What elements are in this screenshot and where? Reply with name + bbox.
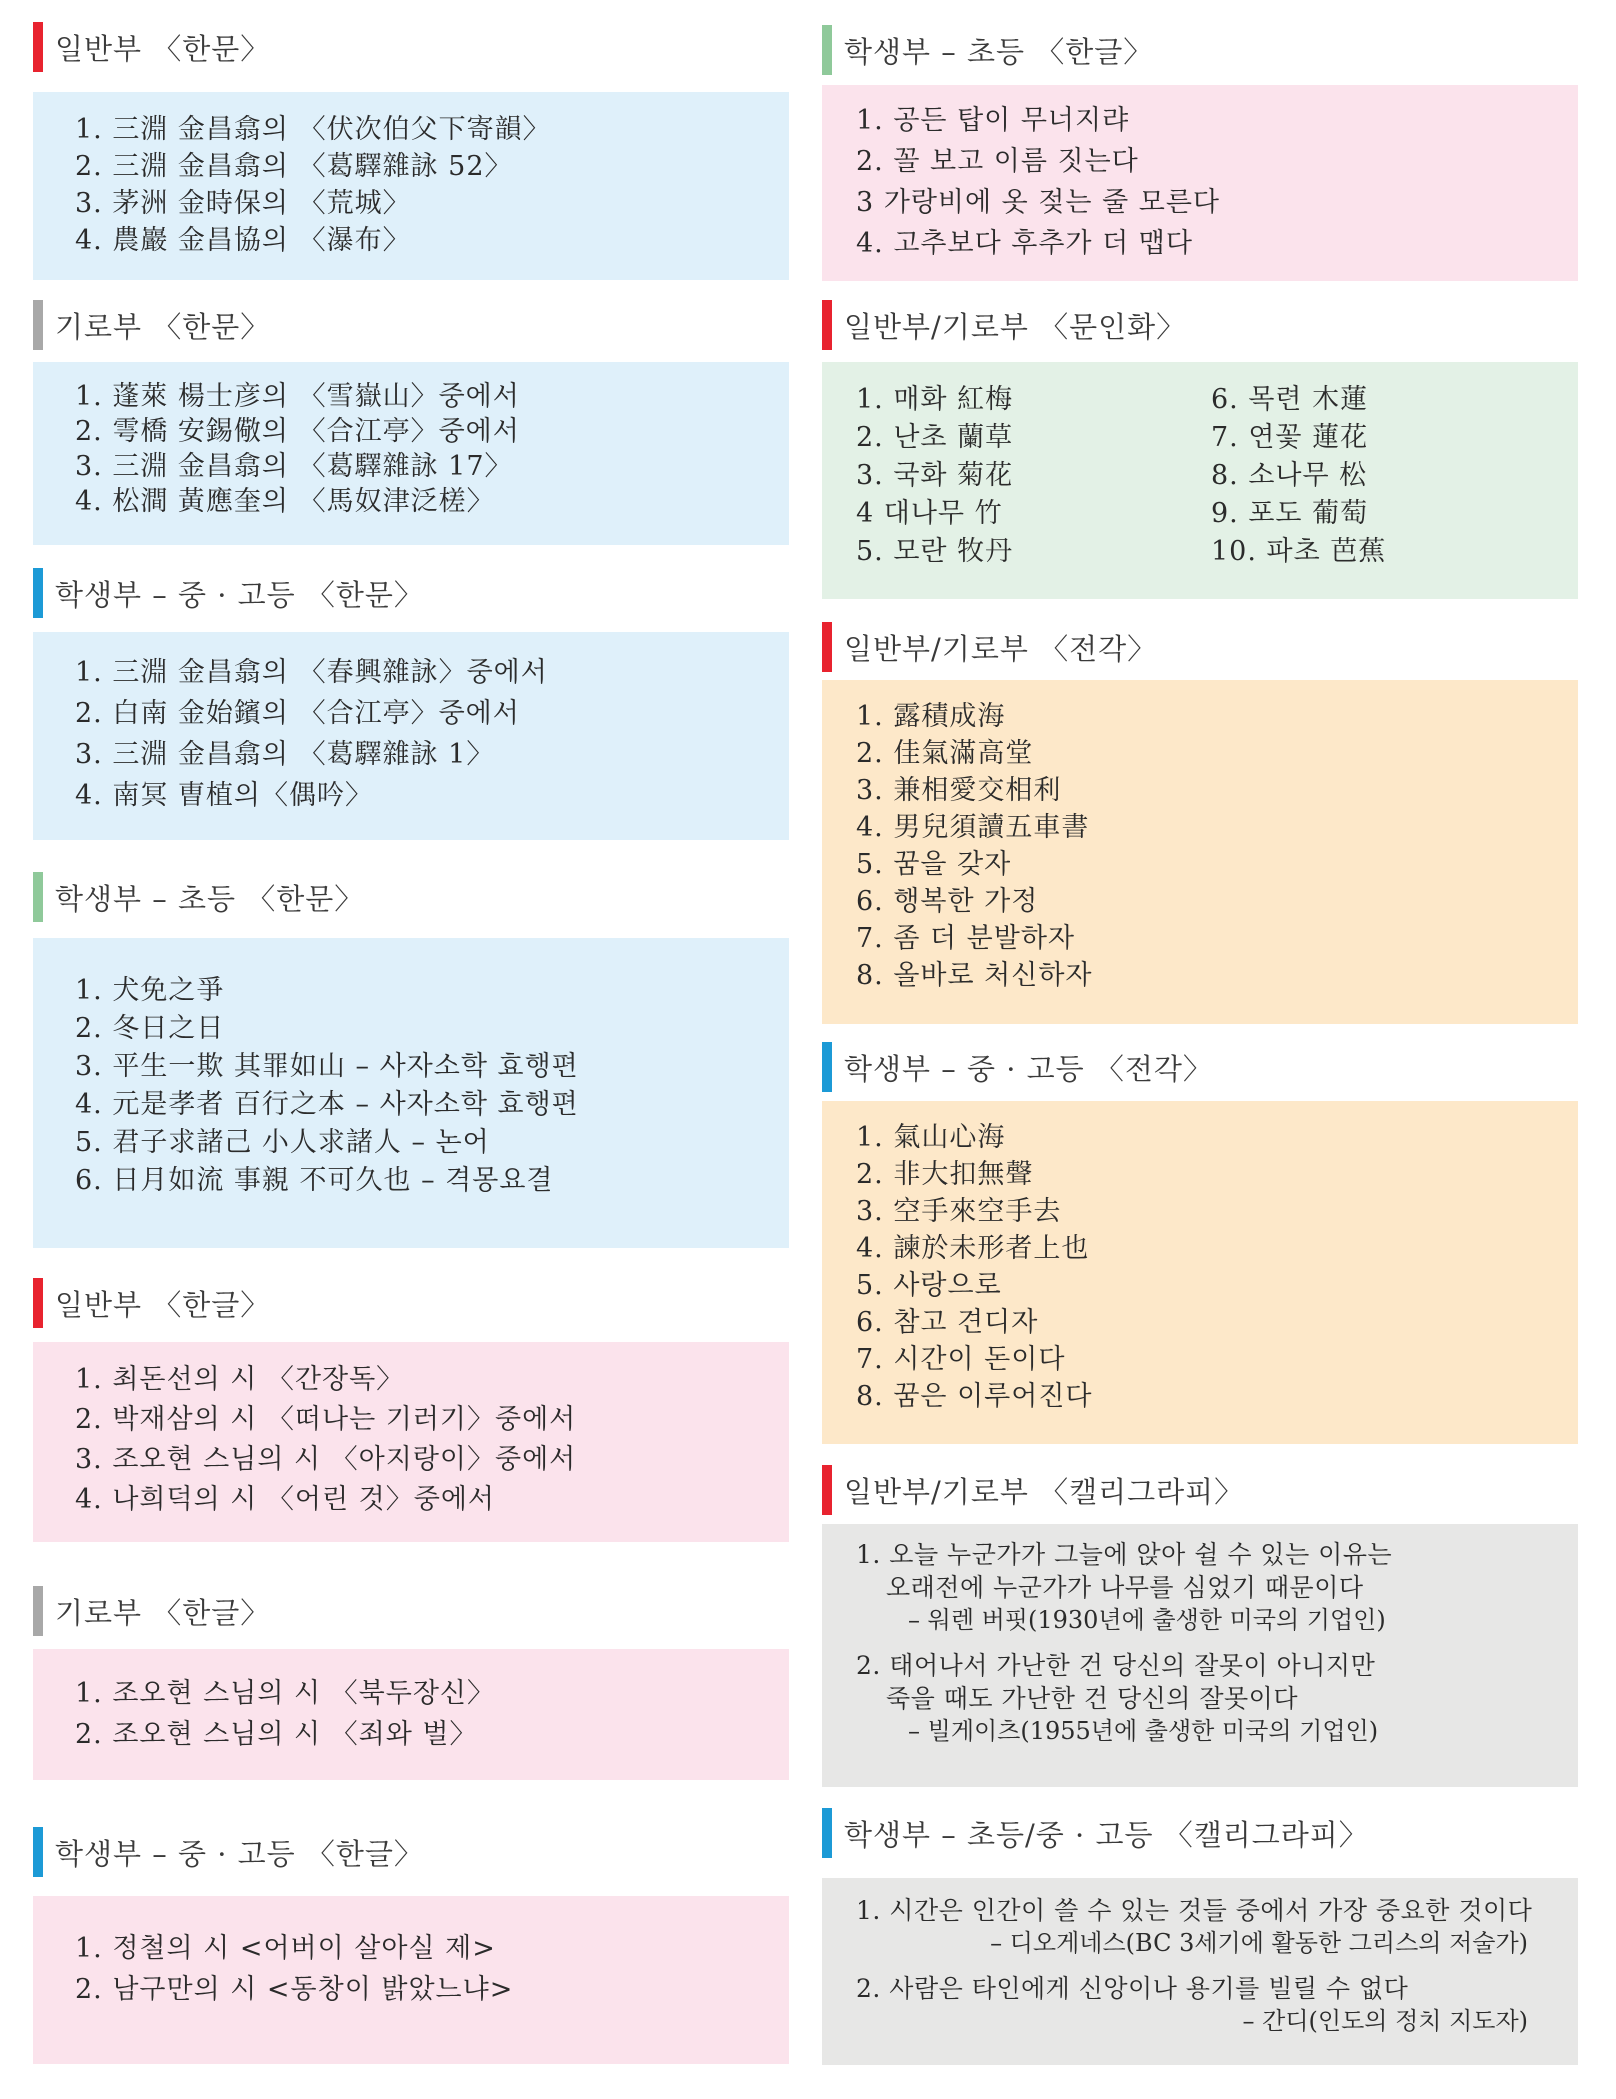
section-elder-hangeul xyxy=(33,1586,789,1750)
section-literati-painting xyxy=(822,300,1578,567)
list-item: 2. 非大扣無聲 xyxy=(856,1159,1034,1190)
list-item: 9. 포도 葡萄 xyxy=(1211,498,1369,529)
section-title: 기로부 〈한문〉 xyxy=(55,309,271,344)
section-seal-carving-general xyxy=(822,622,1578,991)
heading-accent-bar xyxy=(822,25,832,75)
list-item: 3. 三淵 金昌翕의 〈葛驛雜詠 1〉 xyxy=(75,739,495,770)
section-heading xyxy=(822,25,1578,75)
section-title: 일반부/기로부 〈전각〉 xyxy=(844,631,1158,666)
quote-line: 죽을 때도 가난한 건 당신의 잘못이다 xyxy=(886,1684,1298,1713)
list-item: 1. 氣山心海 xyxy=(856,1122,1006,1153)
list-item: 4. 松澗 黃應奎의 〈馬奴津泛槎〉 xyxy=(75,486,495,517)
heading-accent-bar xyxy=(822,622,832,672)
list-item: 1. 犬免之爭 xyxy=(75,975,225,1006)
list-item: 3. 茅洲 金時保의 〈荒城〉 xyxy=(75,188,411,219)
quote-line: 오래전에 누군가가 나무를 심었기 때문이다 xyxy=(886,1573,1364,1602)
section-heading xyxy=(822,1465,1578,1515)
section-title: 학생부 – 중 · 고등 〈한문〉 xyxy=(55,577,424,612)
quote-attribution: – 워렌 버핏(1930년에 출생한 미국의 기업인) xyxy=(908,1606,1386,1634)
list-item: 7. 연꽃 蓮花 xyxy=(1211,422,1369,453)
section-seal-carving-student xyxy=(822,1042,1578,1412)
section-heading xyxy=(33,1827,789,1877)
section-title: 학생부 – 초등 〈한글〉 xyxy=(844,34,1154,69)
section-student-secondary-hangeul xyxy=(33,1827,789,2005)
section-elder-hanmun xyxy=(33,300,789,517)
two-column-list xyxy=(856,381,1578,571)
item-list-box xyxy=(33,362,789,545)
section-heading xyxy=(33,300,789,350)
list-item: 5. 君子求諸己 小人求諸人 – 논어 xyxy=(75,1127,490,1158)
list-item: 4. 諫於未形者上也 xyxy=(856,1233,1090,1264)
section-student-elementary-hangeul xyxy=(822,25,1578,259)
list-item: 1. 露積成海 xyxy=(856,701,1006,732)
heading-accent-bar xyxy=(33,872,43,922)
list-item: 2. 冬日之日 xyxy=(75,1013,225,1044)
quote-line: 2. 사람은 타인에게 신앙이나 용기를 빌릴 수 없다 xyxy=(856,1974,1409,2003)
list-item: 2. 남구만의 시 <동창이 밝았느냐> xyxy=(75,1974,514,2005)
list-item: 1. 三淵 金昌翕의 〈伏次伯父下寄韻〉 xyxy=(75,114,551,145)
list-item: 2. 난초 蘭草 xyxy=(856,422,1014,453)
item-list-box xyxy=(33,632,789,840)
list-item: 4 대나무 竹 xyxy=(856,498,1003,529)
list-item: 4. 農巖 金昌協의 〈瀑布〉 xyxy=(75,225,411,256)
heading-accent-bar xyxy=(33,1586,43,1636)
list-item: 3. 平生一欺 其罪如山 – 사자소학 효행편 xyxy=(75,1051,579,1082)
list-item: 10. 파초 芭蕉 xyxy=(1211,536,1387,567)
list-item: 3. 三淵 金昌翕의 〈葛驛雜詠 17〉 xyxy=(75,451,513,482)
list-item: 4. 고추보다 후추가 더 맵다 xyxy=(856,228,1193,259)
list-item: 2. 조오현 스님의 시 〈죄와 벌〉 xyxy=(75,1719,478,1750)
list-item: 3. 국화 菊花 xyxy=(856,460,1014,491)
item-list-box xyxy=(822,362,1578,599)
list-item: 4. 나희덕의 시 〈어린 것〉중에서 xyxy=(75,1484,495,1515)
quote-box xyxy=(822,1878,1578,2065)
section-title: 일반부 〈한문〉 xyxy=(55,31,271,66)
list-item: 2. 白南 金始鑌의 〈合江亭〉중에서 xyxy=(75,698,520,729)
section-title: 일반부 〈한글〉 xyxy=(55,1287,271,1322)
list-item: 3. 兼相愛交相利 xyxy=(856,775,1062,806)
list-item: 6. 행복한 가정 xyxy=(856,886,1039,917)
section-calligraphy-student xyxy=(822,1808,1578,2035)
list-column-left xyxy=(856,381,1211,571)
heading-accent-bar xyxy=(33,300,43,350)
list-item: 8. 올바로 처신하자 xyxy=(856,960,1093,991)
quote-line: 1. 시간은 인간이 쓸 수 있는 것들 중에서 가장 중요한 것이다 xyxy=(856,1896,1533,1925)
list-item: 3. 조오현 스님의 시 〈아지랑이〉중에서 xyxy=(75,1444,577,1475)
section-heading xyxy=(822,622,1578,672)
list-item: 8. 소나무 松 xyxy=(1211,460,1368,491)
heading-accent-bar xyxy=(822,300,832,350)
section-student-secondary-hanmun xyxy=(33,568,789,811)
list-item: 8. 꿈은 이루어진다 xyxy=(856,1381,1093,1412)
list-item: 2. 박재삼의 시 〈떠나는 기러기〉중에서 xyxy=(75,1404,577,1435)
list-item: 4. 南冥 曺植의〈偶吟〉 xyxy=(75,780,374,811)
quote-attribution: – 간디(인도의 정치 지도자) xyxy=(1242,2007,1528,2035)
list-item: 7. 좀 더 분발하자 xyxy=(856,923,1076,954)
list-item: 1. 최돈선의 시 〈간장독〉 xyxy=(75,1364,405,1395)
section-calligraphy-general xyxy=(822,1465,1578,1745)
list-item: 3 가랑비에 옷 젖는 줄 모른다 xyxy=(856,187,1220,218)
quote-attribution: – 빌게이츠(1955년에 출생한 미국의 기업인) xyxy=(908,1717,1379,1745)
heading-accent-bar xyxy=(33,22,43,72)
list-item: 4. 元是孝者 百行之本 – 사자소학 효행편 xyxy=(75,1089,579,1120)
list-item: 6. 참고 견디자 xyxy=(856,1307,1039,1338)
quote-line: 1. 오늘 누군가가 그늘에 앉아 쉴 수 있는 이유는 xyxy=(856,1540,1393,1569)
list-item: 1. 매화 紅梅 xyxy=(856,384,1014,415)
heading-accent-bar xyxy=(33,1827,43,1877)
section-student-elementary-hanmun xyxy=(33,872,789,1196)
item-list-box xyxy=(33,1896,789,2064)
heading-accent-bar xyxy=(822,1808,832,1858)
item-list-box xyxy=(822,680,1578,1024)
section-heading xyxy=(822,1042,1578,1092)
section-title: 학생부 – 중 · 고등 〈한글〉 xyxy=(55,1836,424,1871)
list-item: 2. 佳氣滿高堂 xyxy=(856,738,1034,769)
list-item: 6. 日月如流 事親 不可久也 – 격몽요결 xyxy=(75,1165,554,1196)
section-general-hangeul xyxy=(33,1278,789,1515)
section-title: 일반부/기로부 〈캘리그라피〉 xyxy=(844,1474,1245,1509)
heading-accent-bar xyxy=(822,1042,832,1092)
item-list-box xyxy=(33,938,789,1248)
quote-line: 2. 태어나서 가난한 건 당신의 잘못이 아니지만 xyxy=(856,1651,1376,1680)
list-item: 1. 三淵 金昌翕의 〈春興雜詠〉중에서 xyxy=(75,657,548,688)
item-list-box xyxy=(33,1342,789,1542)
heading-accent-bar xyxy=(33,568,43,618)
list-item: 1. 蓬萊 楊士彦의 〈雪嶽山〉중에서 xyxy=(75,381,520,412)
heading-accent-bar xyxy=(822,1465,832,1515)
section-title: 학생부 – 초등/중 · 고등 〈캘리그라피〉 xyxy=(844,1817,1369,1852)
section-heading xyxy=(33,1278,789,1328)
item-list-box xyxy=(822,85,1578,281)
list-item: 5. 꿈을 갖자 xyxy=(856,849,1012,880)
section-heading xyxy=(33,22,789,72)
section-heading xyxy=(33,872,789,922)
item-list-box xyxy=(33,92,789,280)
section-title: 기로부 〈한글〉 xyxy=(55,1595,271,1630)
section-title: 학생부 – 초등 〈한문〉 xyxy=(55,881,365,916)
section-heading xyxy=(33,568,789,618)
list-item: 2. 雩橋 安錫儆의 〈合江亭〉중에서 xyxy=(75,416,520,447)
list-item: 2. 꼴 보고 이름 짓는다 xyxy=(856,146,1139,177)
list-item: 1. 정철의 시 <어버이 살아실 제> xyxy=(75,1933,496,1964)
list-item: 1. 공든 탑이 무너지랴 xyxy=(856,105,1130,136)
section-heading xyxy=(822,300,1578,350)
list-column-right xyxy=(1211,381,1566,571)
list-item: 1. 조오현 스님의 시 〈북두장신〉 xyxy=(75,1678,495,1709)
section-title: 일반부/기로부 〈문인화〉 xyxy=(844,309,1187,344)
section-general-hanmun xyxy=(33,22,789,256)
list-item: 7. 시간이 돈이다 xyxy=(856,1344,1066,1375)
section-heading xyxy=(33,1586,789,1636)
item-list-box xyxy=(33,1649,789,1780)
list-item: 4. 男兒須讀五車書 xyxy=(856,812,1090,843)
list-item: 5. 모란 牧丹 xyxy=(856,536,1014,567)
list-item: 3. 空手來空手去 xyxy=(856,1196,1062,1227)
list-item: 2. 三淵 金昌翕의 〈葛驛雜詠 52〉 xyxy=(75,151,513,182)
list-item: 5. 사랑으로 xyxy=(856,1270,1002,1301)
quote-box xyxy=(822,1524,1578,1787)
heading-accent-bar xyxy=(33,1278,43,1328)
list-item: 6. 목련 木蓮 xyxy=(1211,384,1369,415)
section-heading xyxy=(822,1808,1578,1858)
section-title: 학생부 – 중 · 고등 〈전각〉 xyxy=(844,1051,1213,1086)
item-list-box xyxy=(822,1101,1578,1444)
quote-attribution: – 디오게네스(BC 3세기에 활동한 그리스의 저술가) xyxy=(990,1929,1528,1957)
